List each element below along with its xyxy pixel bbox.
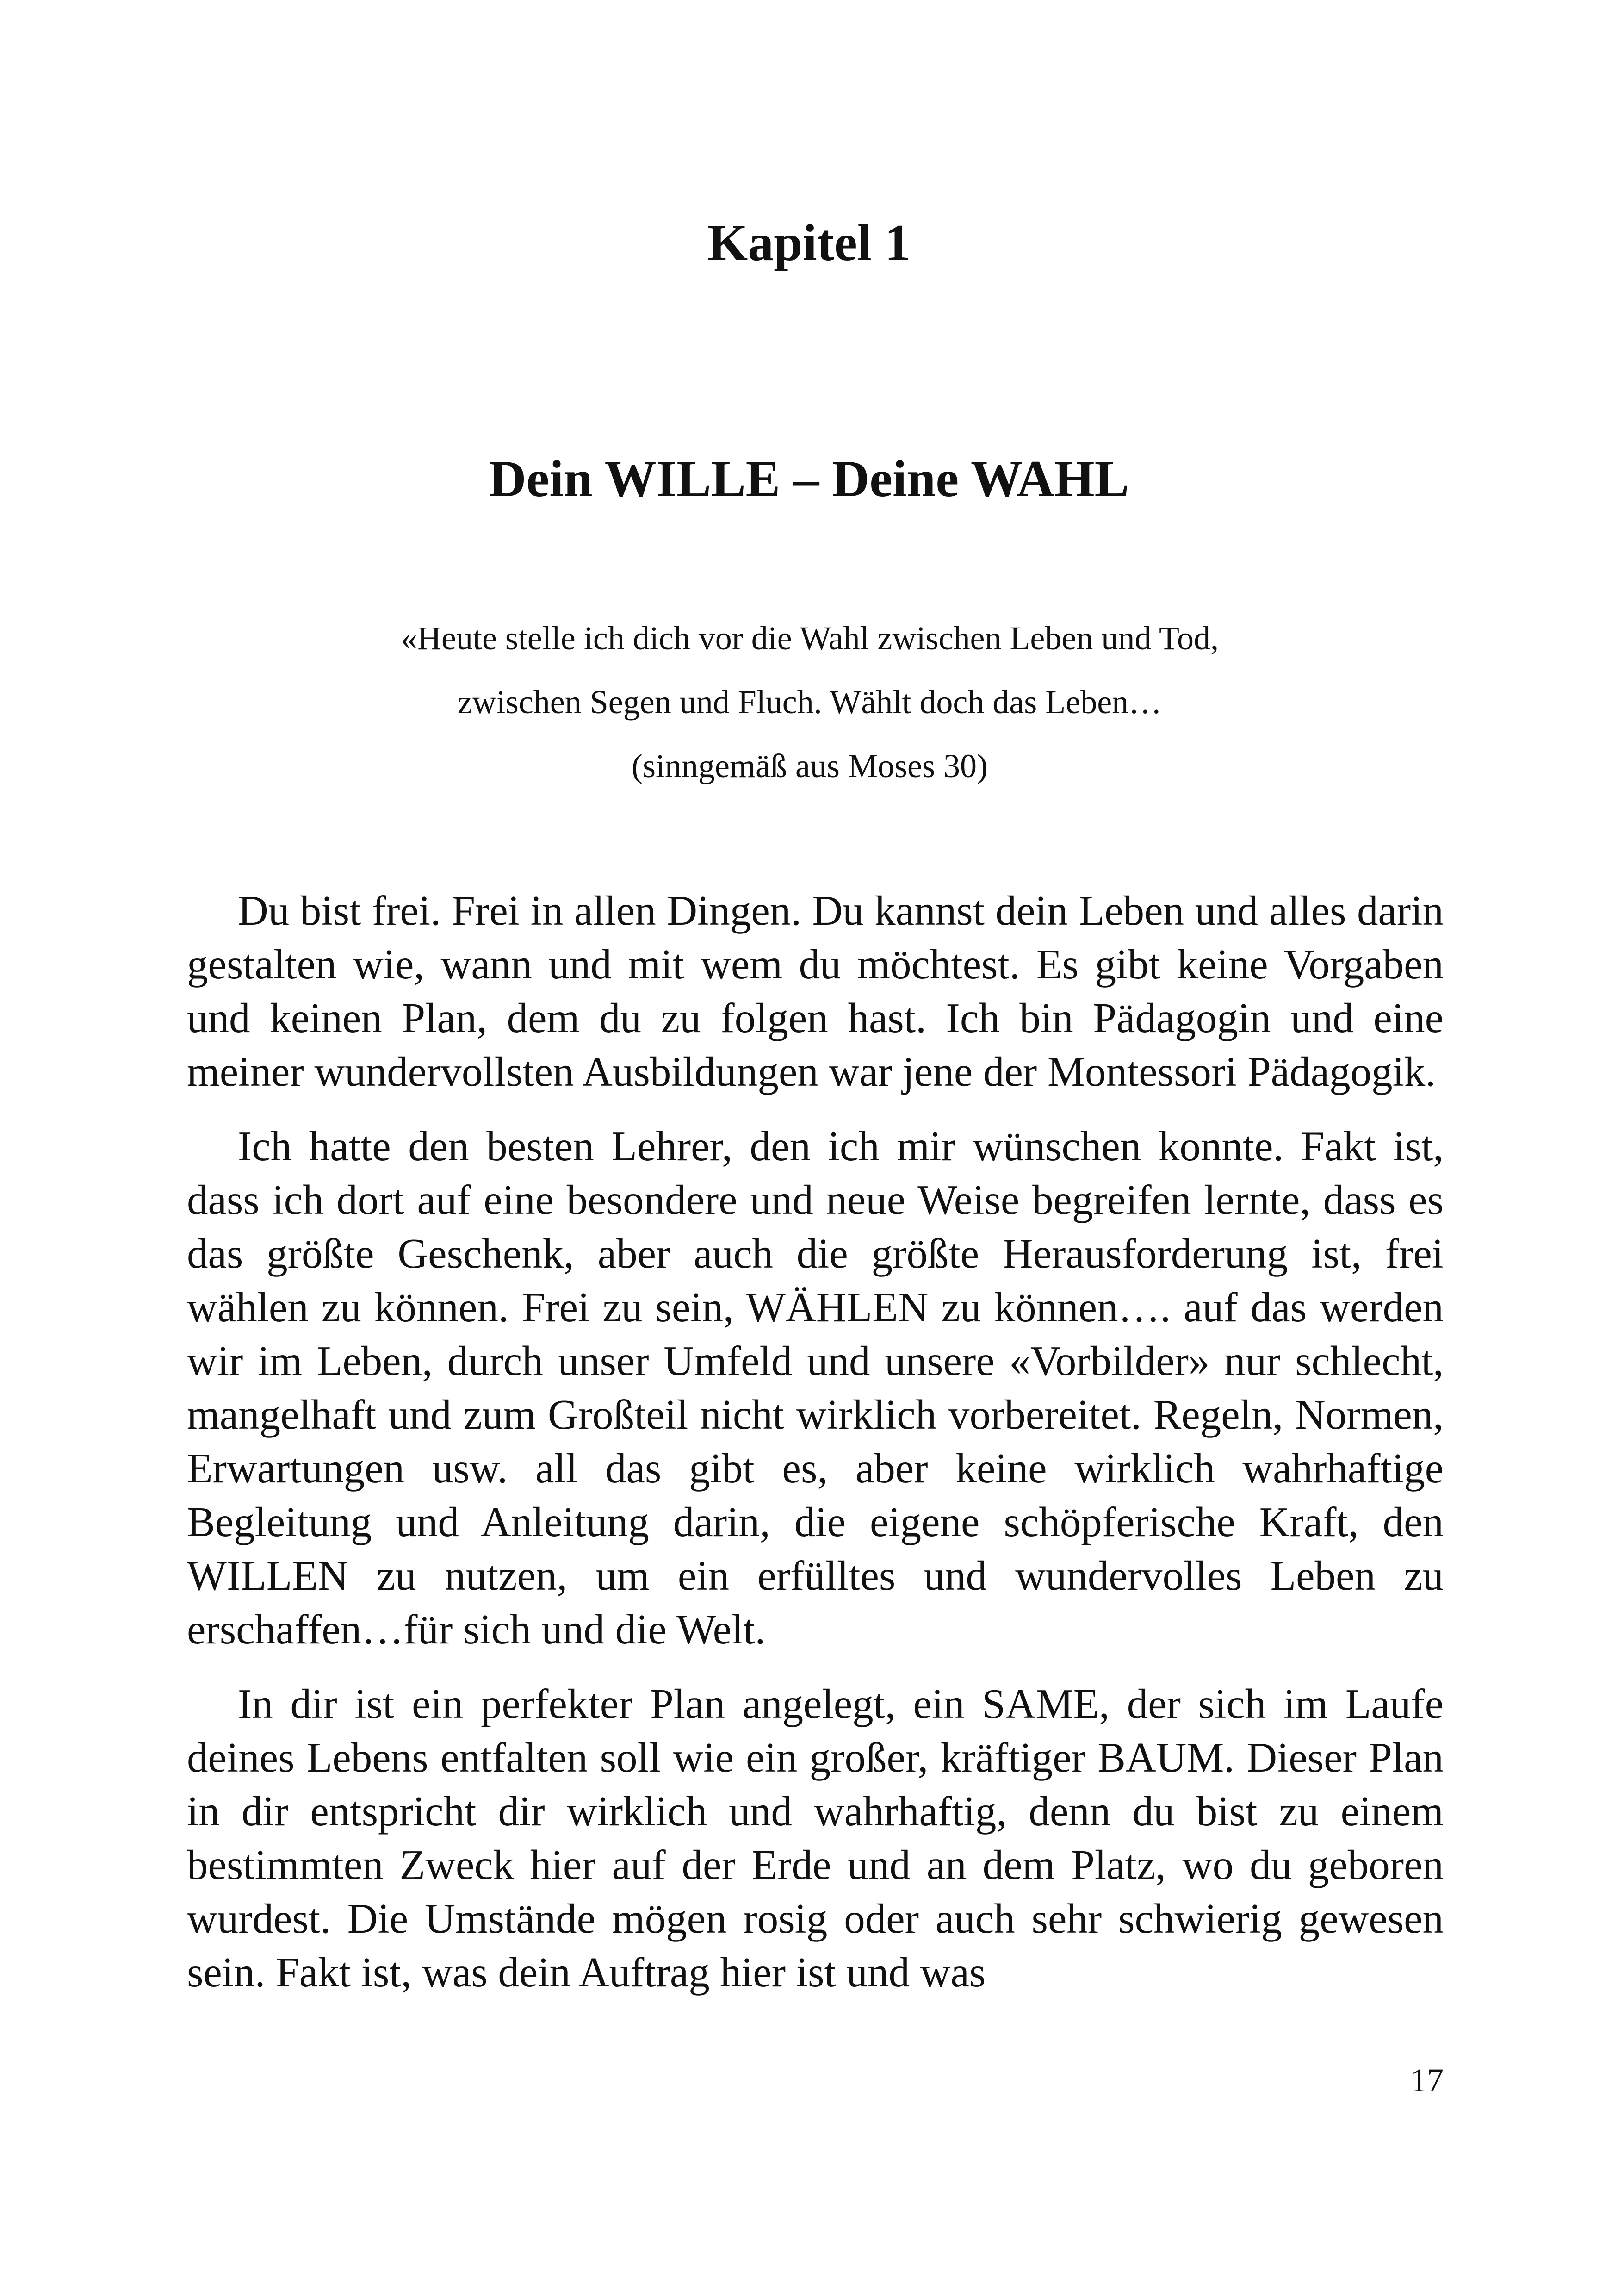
paragraph: Ich hatte den besten Lehrer, den ich mir wünschen konnte. Fakt ist, dass ich dort auf eine besondere und neue Weise begreifen lernte, dass es das größte Geschenk, aber auch die größte Herausforderung ist, frei wählen zu können. Frei zu sein, WÄHLEN zu können…. auf das werden wir im Leben, durch unser Umfeld und unsere «Vorbilder» nur schlecht, mangelhaft und zum Großteil nicht wirklich vorbereitet. Regeln, Normen, Erwartungen usw. all das gibt es, aber keine wirklich wahrhaftige Begleitung und Anleitung darin, die eigene schöpferische Kraft, den WILLEN zu nutzen, um ein erfülltes und wundervolles Leben zu erschaffen…für sich und die Welt. [187, 1123, 1444, 1653]
epigraph-source: (sinngemäß aus Moses 30) [632, 747, 988, 784]
epigraph-line: zwischen Segen und Fluch. Wählt doch das Leben… [457, 684, 1162, 721]
paragraph: In dir ist ein perfekter Plan angelegt, ein SAME, der sich im Laufe deines Lebens entfalten soll wie ein großer, kräftiger BAUM. Dieser Plan in dir entspricht dir wirklich und wahrhaftig, denn du bist zu einem bestimmten Zweck hier auf der Erde und an dem Platz, wo du geboren wurdest. Die Umstände mögen rosig oder auch sehr schwierig gewesen sein. Fakt ist, was dein Auftrag hier ist und was [187, 1680, 1444, 1996]
chapter-number: Kapitel 1 [707, 214, 911, 272]
chapter-title: Dein WILLE – Deine WAHL [489, 450, 1129, 508]
epigraph [231, 606, 1388, 798]
body-text [187, 884, 1444, 2020]
paragraph: Du bist frei. Frei in allen Dingen. Du kannst dein Leben und alles darin gestalten wie, wann und mit wem du möchtest. Es gibt keine Vorgaben und keinen Plan, dem du zu folgen hast. Ich bin Pädagogin und eine meiner wundervollsten Ausbildungen war jene der Montessori Pädagogik. [187, 887, 1444, 1095]
page-number: 17 [1410, 2062, 1444, 2099]
epigraph-line: «Heute stelle ich dich vor die Wahl zwischen Leben und Tod, [400, 620, 1219, 657]
